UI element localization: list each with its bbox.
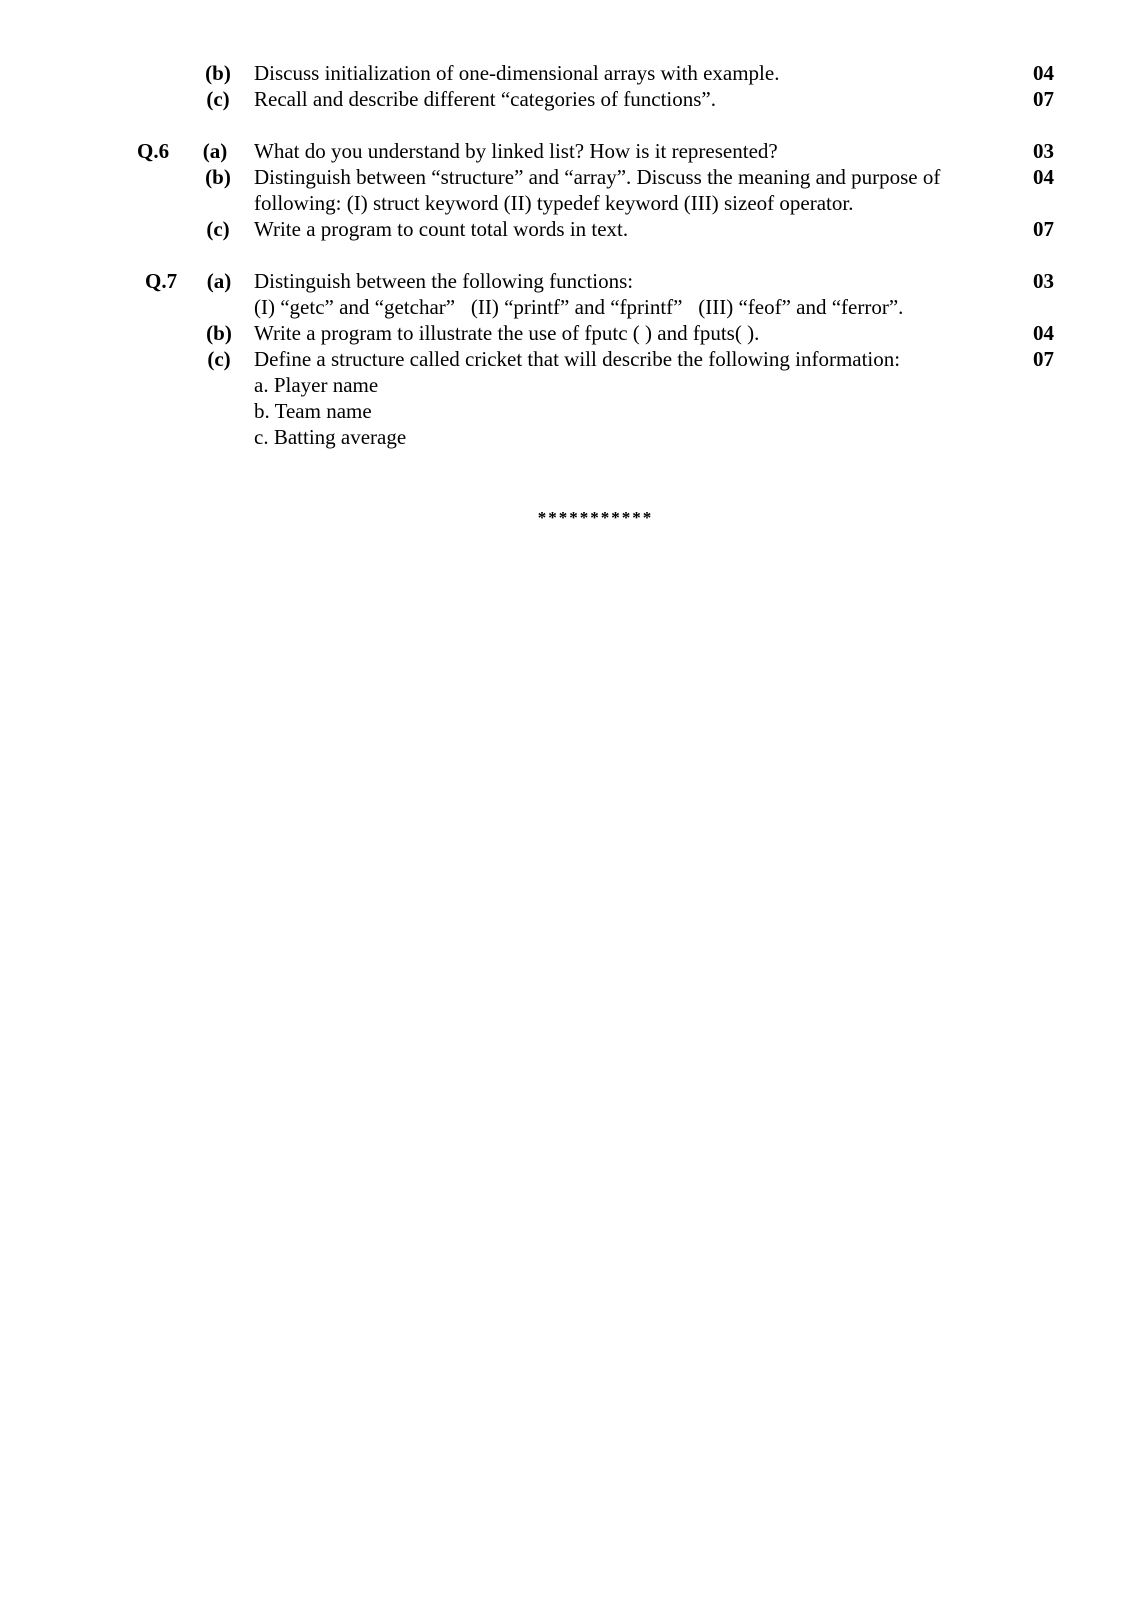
part-text: c. Batting average	[254, 425, 407, 449]
question-number: Q.6	[137, 139, 170, 163]
end-of-paper-marker: ***********	[537, 508, 654, 527]
part-label: (b)	[205, 165, 231, 189]
part-marks: 04	[1033, 321, 1054, 345]
part-marks: 07	[1033, 347, 1054, 371]
part-label: (b)	[206, 321, 232, 345]
part-marks: 07	[1033, 217, 1054, 241]
part-text: Distinguish between “structure” and “array”. Discuss the meaning and purpose of	[254, 165, 941, 189]
part-label: (c)	[206, 217, 230, 241]
part-text: What do you understand by linked list? How is it represented?	[254, 139, 778, 163]
part-text: following: (I) struct keyword (II) typedef keyword (III) sizeof operator.	[254, 191, 854, 215]
part-text: (I) “getc” and “getchar” (II) “printf” and “fprintf” (III) “feof” and “ferror”.	[254, 295, 904, 319]
question-number: Q.7	[145, 269, 178, 293]
part-marks: 07	[1033, 87, 1054, 111]
part-text: Recall and describe different “categories of functions”.	[254, 87, 716, 111]
part-text: a. Player name	[254, 373, 379, 397]
part-marks: 04	[1033, 61, 1054, 85]
part-text: Write a program to illustrate the use of fputc ( ) and fputs( ).	[254, 321, 760, 345]
part-label: (c)	[207, 347, 231, 371]
part-label: (a)	[206, 269, 232, 293]
part-text: b. Team name	[254, 399, 372, 423]
part-marks: 03	[1033, 269, 1054, 293]
part-marks: 04	[1033, 165, 1054, 189]
part-label: (b)	[205, 61, 231, 85]
part-text: Discuss initialization of one-dimensional arrays with example.	[254, 61, 780, 85]
part-text: Define a structure called cricket that will describe the following information:	[254, 347, 901, 371]
part-label: (c)	[206, 87, 230, 111]
part-text: Distinguish between the following functions:	[254, 269, 634, 293]
part-text: Write a program to count total words in text.	[254, 217, 629, 241]
part-label: (a)	[202, 139, 228, 163]
part-marks: 03	[1033, 139, 1054, 163]
